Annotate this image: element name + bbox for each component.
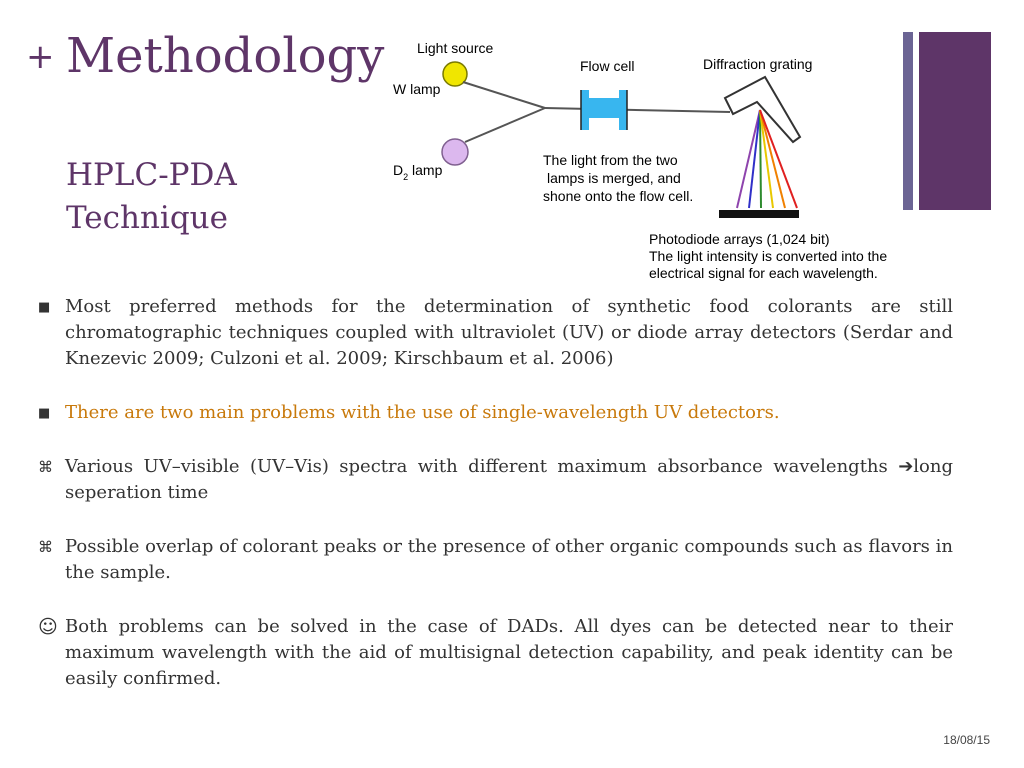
bullet-item-2 [38,400,953,426]
subtitle-line-2: Technique [66,200,228,236]
right-arrow-icon: ➔ [898,456,914,477]
pda-note-line-2: The light intensity is converted into the [649,248,888,264]
decorative-bar-thin [903,32,913,210]
ray-blue [749,110,760,208]
bullet-text: Most preferred methods for the determination of synthetic food colorants are still chromatographic techniques coupled with ultraviolet (UV) or diode array detectors (Serdar and Knezevic 2009; Culzoni et al. 2009; Kirschbaum et al. 2006) [65,296,953,369]
subtitle-line-1: HPLC-PDA [66,157,237,193]
merge-note-line-2: lamps is merged, and [547,170,681,186]
w-lamp-beam [463,82,545,108]
pda-note-line-1: Photodiode arrays (1,024 bit) [649,231,830,247]
bullet-text-part-2: long seperation time [65,456,953,503]
bullet-list [38,294,953,692]
d2-lamp-icon [442,139,468,165]
merge-note-line-3: shone onto the flow cell. [543,188,694,204]
label-flow-cell: Flow cell [580,58,635,74]
bullet-text-highlight: There are two main problems with the use of single-wavelength UV detectors. [65,402,780,423]
hplc-pda-diagram [385,32,895,284]
bullet-text: Both problems can be solved in the case of DADs. All dyes can be detected near to their maximum wavelength with the aid of multisignal detection capability, and peak identity can be easily confirmed. [65,616,953,689]
decorative-bar-thick [919,32,991,210]
label-diffraction-grating: Diffraction grating [703,56,813,72]
label-d2-lamp: $D_2$ lamp [393,162,443,182]
slide-subtitle [66,154,237,240]
square-bullet-icon: ■ [38,406,51,421]
merge-note-line-1: The light from the two [543,152,678,168]
bullet-item-4 [38,534,953,586]
title-plus-icon: + [26,37,55,77]
label-light-source: Light source [417,40,494,56]
square-bullet-icon: ■ [38,300,51,315]
merged-beam [545,108,730,112]
bullet-text-part-1: Various UV–visible (UV–Vis) spectra with different maximum absorbance wavelengths [65,456,899,477]
bullet-item-3 [38,454,953,506]
pda-note-line-3: electrical signal for each wavelength. [649,265,878,281]
smiley-icon: ☺ [38,616,58,638]
ray-green [760,110,761,208]
bullet-item-5 [38,614,953,692]
d2-lamp-beam [465,108,545,142]
command-key-icon: ⌘ [38,538,53,556]
slide-date: 18/08/15 [943,733,990,747]
bullet-text: Possible overlap of colorant peaks or the presence of other organic compounds such as flavors in the sample. [65,536,953,583]
flow-cell-icon [581,90,627,130]
bullet-item-1 [38,294,953,372]
photodiode-array-bar [719,210,799,218]
ray-violet [737,110,760,208]
label-w-lamp: W lamp [393,81,441,97]
slide-title: Methodology [66,28,385,84]
command-key-icon: ⌘ [38,458,53,476]
